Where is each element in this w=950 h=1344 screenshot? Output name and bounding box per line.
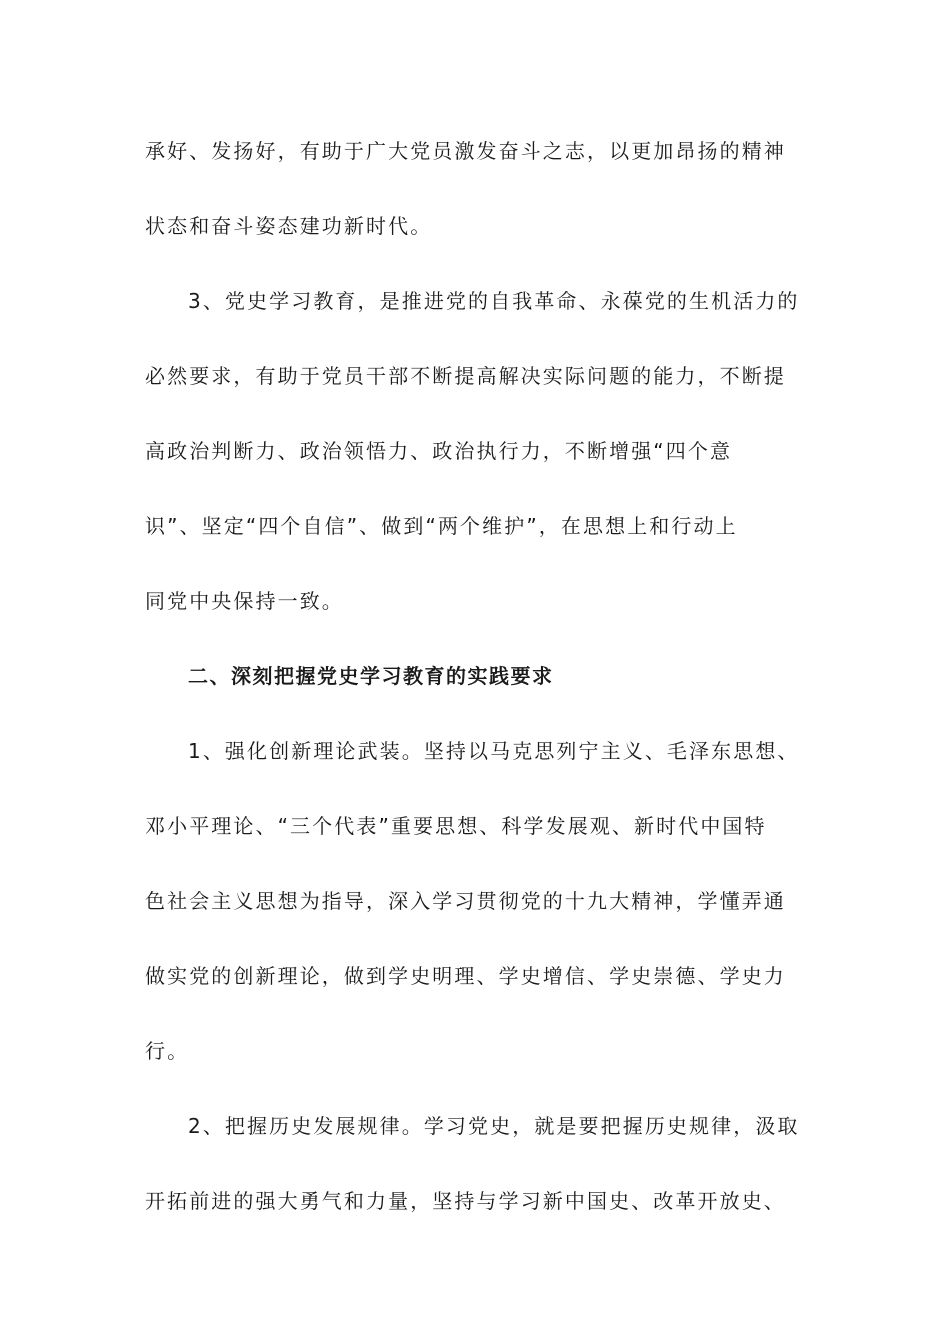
paragraph-line: 高政治判断力、政治领悟力、政治执行力，不断增强“四个意: [145, 439, 733, 463]
paragraph-line: 识”、坚定“四个自信”、做到“两个维护”，在思想上和行动上: [145, 514, 738, 538]
paragraph-line: 状态和奋斗姿态建功新时代。: [145, 214, 433, 238]
section-heading: 二、深刻把握党史学习教育的实践要求: [188, 664, 554, 688]
paragraph-line: 开拓前进的强大勇气和力量，坚持与学习新中国史、改革开放史、: [145, 1189, 786, 1213]
paragraph-line: 承好、发扬好，有助于广大党员激发奋斗之志，以更加昂扬的精神: [145, 139, 786, 163]
paragraph-line: 3、党史学习教育，是推进党的自我革命、永葆党的生机活力的: [188, 289, 800, 313]
paragraph-line: 同党中央保持一致。: [145, 589, 344, 613]
paragraph-line: 2、把握历史发展规律。学习党史，就是要把握历史规律，汲取: [188, 1114, 800, 1138]
paragraph-line: 必然要求，有助于党员干部不断提高解决实际问题的能力，不断提: [145, 364, 786, 388]
paragraph-line: 1、强化创新理论武装。坚持以马克思列宁主义、毛泽东思想、: [188, 739, 800, 763]
paragraph-line: 做实党的创新理论，做到学史明理、学史增信、学史崇德、学史力: [145, 964, 786, 988]
paragraph-line: 色社会主义思想为指导，深入学习贯彻党的十九大精神，学懂弄通: [145, 889, 786, 913]
paragraph-line: 行。: [145, 1039, 190, 1063]
paragraph-line: 邓小平理论、“三个代表”重要思想、科学发展观、新时代中国特: [145, 814, 767, 838]
